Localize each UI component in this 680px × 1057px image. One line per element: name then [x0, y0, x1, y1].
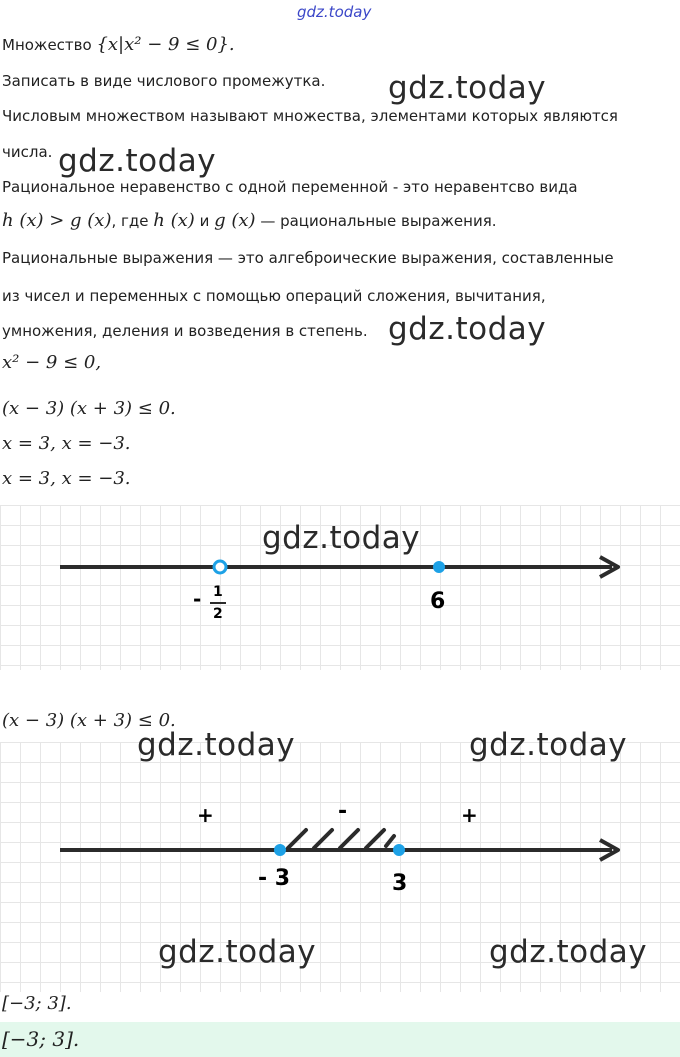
- watermark-5: gdz.today: [137, 727, 296, 763]
- number-line-2-grid: [0, 727, 680, 992]
- watermark-3: gdz.today: [388, 311, 547, 347]
- sign-right-plus: +: [461, 803, 478, 827]
- number-line-1-grid: [0, 505, 680, 670]
- task-text: Записать в виде числового промежутка.: [2, 72, 326, 90]
- definition-4a: Рациональные выражения — это алгеброические выражения, составленные: [2, 249, 614, 267]
- watermark-4: gdz.today: [262, 520, 421, 556]
- answer-2: [−3; 3].: [2, 1027, 80, 1051]
- sign-middle-minus: -: [338, 799, 348, 824]
- hatch-line: [386, 836, 394, 846]
- point-minus-three: [274, 844, 286, 856]
- definition-1b: числа.: [2, 143, 53, 161]
- set-expression: {x|x² − 9 ≤ 0}.: [96, 34, 235, 55]
- inequality-form: h (x) > g (x): [2, 210, 112, 231]
- top-watermark: gdz.today: [297, 3, 372, 21]
- definition-4b: из чисел и переменных с помощью операций сложения, вычитания,: [2, 287, 546, 305]
- sign-left-plus: +: [197, 803, 214, 827]
- label-denominator: 2: [213, 606, 223, 622]
- step-3: x = 3, x = −3.: [2, 433, 131, 454]
- g-of-x: g (x): [214, 210, 256, 231]
- point-six: [433, 561, 445, 573]
- step-4: x = 3, x = −3.: [2, 468, 131, 489]
- answer-highlight: [0, 1022, 680, 1057]
- watermark-8: gdz.today: [489, 934, 648, 970]
- and-word: и: [194, 212, 215, 230]
- label-sign: -: [193, 587, 202, 611]
- answer-1: [−3; 3].: [2, 993, 72, 1014]
- hatch-line: [314, 830, 332, 848]
- hatch-line: [366, 830, 384, 848]
- open-point-minus-half: [214, 561, 226, 573]
- watermark-7: gdz.today: [158, 934, 317, 970]
- definition-1a: Числовым множеством называют множества, элементами которых являются: [2, 107, 618, 125]
- h-of-x: h (x): [153, 210, 195, 231]
- watermark-1: gdz.today: [388, 70, 547, 106]
- step-2: (x − 3) (x + 3) ≤ 0.: [2, 398, 176, 419]
- set-line: [2, 34, 235, 55]
- definition-3-rest: — рациональные выражения.: [255, 212, 497, 230]
- hatch-marks: [288, 830, 394, 848]
- label-six: 6: [430, 589, 446, 614]
- point-three: [393, 844, 405, 856]
- watermark-6: gdz.today: [469, 727, 628, 763]
- where-word: , где: [111, 212, 154, 230]
- hatch-line: [288, 830, 306, 848]
- label-three: 3: [392, 871, 408, 896]
- watermark-2: gdz.today: [58, 143, 217, 179]
- hatch-line: [340, 830, 358, 848]
- definition-4c: умножения, деления и возведения в степень.: [2, 322, 368, 340]
- label-numerator: 1: [213, 584, 223, 600]
- definition-3: [2, 210, 497, 231]
- step-1: x² − 9 ≤ 0,: [2, 352, 102, 373]
- step-5: (x − 3) (x + 3) ≤ 0.: [2, 710, 176, 731]
- label-minus-three: - 3: [258, 866, 291, 891]
- set-label: Множество: [2, 36, 92, 54]
- definition-2: Рациональное неравенство с одной переменной - это неравентсво вида: [2, 178, 578, 196]
